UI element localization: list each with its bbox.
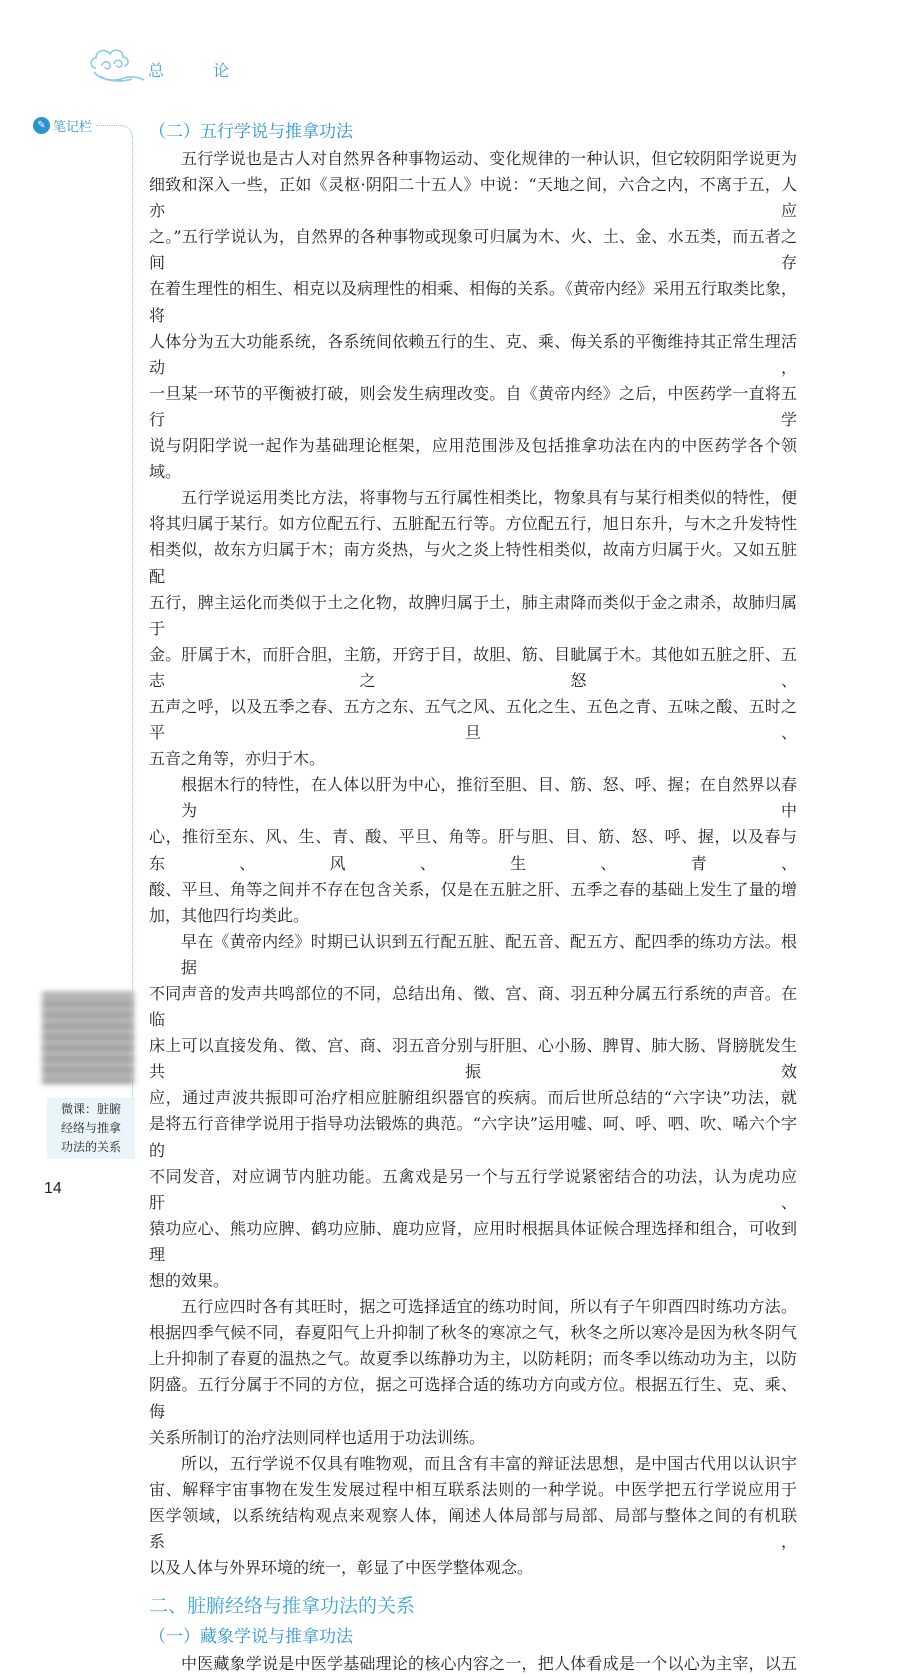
pencil-note-icon: ✎ <box>33 117 50 134</box>
text-line: 是将五行音律学说用于指导功法锻炼的典范。“六字诀”运用嘘、呵、呼、呬、吹、唏六个字的 <box>149 1114 797 1160</box>
text-line: 猿功应心、熊功应脾、鹤功应肺、鹿功应肾，应用时根据具体证候合理选择和组合，可收到理 <box>149 1218 797 1264</box>
text-line: 关系所制订的治疗法则同样也适用于功法训练。 <box>149 1427 486 1447</box>
text-line: 细致和深入一些，正如《灵枢·阴阳二十五人》中说：“天地之间，六合之内，不离于五，人亦应 <box>149 175 797 221</box>
qr-caption <box>47 1098 135 1159</box>
text-line: 宙、解释宇宙事物在发生发展过程中相互联系法则的一种学说。中医学把五行学说应用于 <box>149 1479 797 1499</box>
text-line: 在着生理性的相生、相克以及病理性的相乘、相侮的关系。《黄帝内经》采用五行取类比象，将 <box>149 279 798 325</box>
paragraph <box>149 485 797 772</box>
text-line: 一旦某一环节的平衡被打破，则会发生病理改变。自《黄帝内经》之后，中医药学一直将五行学 <box>149 383 797 429</box>
paragraph <box>149 1451 797 1581</box>
text-line: 不同发音，对应调节内脏功能。五禽戏是另一个与五行学说紧密结合的功法，认为虎功应肝、 <box>149 1166 797 1212</box>
text-line: 想的效果。 <box>149 1271 230 1291</box>
text-line: 上升抑制了春夏的温热之气。故夏季以练静功为主，以防耗阴；而冬季以练动功为主，以防 <box>149 1349 797 1369</box>
text-line: 早在《黄帝内经》时期已认识到五行配五脏、配五音、配五方、配四季的练功方法。根据 <box>181 931 797 977</box>
margin-divider-curve <box>112 125 133 138</box>
text-line: 加，其他四行均类此。 <box>149 905 310 925</box>
page-number: 14 <box>44 1180 62 1197</box>
text-line: 应，通过声波共振即可治疗相应脏腑组织器官的疾病。而后世所总结的“六字诀”功法，就 <box>149 1088 797 1108</box>
text-line: 五行，脾主运化而类似于土之化物，故脾归属于土，肺主肃降而类似于金之肃杀，故肺归属于 <box>149 592 797 638</box>
text-line: 之。”五行学说认为，自然界的各种事物或现象可归属为木、火、土、金、水五类，而五者之间存 <box>149 227 797 273</box>
paragraph <box>149 146 797 485</box>
text-line: 根据木行的特性，在人体以肝为中心，推衍至胆、目、筋、怒、呼、握；在自然界以春为中 <box>181 775 797 821</box>
page-header <box>88 42 288 92</box>
text-line: 阴盛。五行分属于不同的方位，据之可选择合适的练功方向或方位。根据五行生、克、乘、侮 <box>149 1375 797 1421</box>
text-line: 所以，五行学说不仅具有唯物观，而且含有丰富的辩证法思想，是中国古代用以认识宇 <box>181 1453 797 1473</box>
paragraph <box>149 1651 797 1677</box>
text-line: 以及人体与外界环境的统一，彰显了中医学整体观念。 <box>149 1558 534 1578</box>
qr-code[interactable] <box>42 992 134 1084</box>
paragraph <box>149 929 797 1294</box>
text-line: 五行学说运用类比方法，将事物与五行属性相类比，物象具有与某行相类似的特性，便 <box>181 488 797 508</box>
section-heading: 二、脏腑经络与推拿功法的关系 <box>149 1595 416 1618</box>
text-line: 金。肝属于木，而肝合胆，主筋，开窍于目，故胆、筋、目眦属于木。其他如五脏之肝、五志之怒、 <box>149 644 797 690</box>
notes-column-label <box>33 116 92 135</box>
text-line: 床上可以直接发角、徵、宫、商、羽五音分别与肝胆、心小肠、脾胃、肺大肠、肾膀胱发生共振效 <box>149 1036 797 1082</box>
notes-label: 笔记栏 <box>53 120 93 135</box>
chapter-title: 总 论 <box>148 61 252 80</box>
text-line: 中医藏象学说是中医学基础理论的核心内容之一，把人体看成是一个以心为主宰，以五 <box>181 1654 797 1674</box>
text-line: 心，推衍至东、风、生、青、酸、平旦、角等。肝与胆、目、筋、怒、呼、握，以及春与东、风、生、青、 <box>149 827 797 873</box>
auspicious-cloud-icon <box>88 42 148 88</box>
text-line: 五行应四时各有其旺时，据之可选择适宜的练功时间，所以有子午卯酉四时练功方法。 <box>181 1297 797 1317</box>
text-line: 相类似，故东方归属于木；南方炎热，与火之炎上特性相类似，故南方归属于火。又如五脏配 <box>149 540 797 586</box>
qr-caption-line: 功法的关系 <box>60 1140 121 1154</box>
qr-caption-line: 经络与推拿 <box>60 1121 121 1135</box>
text-line: 五声之呼，以及五季之春、五方之东、五气之风、五化之生、五色之青、五味之酸、五时之平旦、 <box>149 696 797 743</box>
text-line: 将其归属于某行。如方位配五行、五脏配五行等。方位配五行，旭日东升，与木之升发特性 <box>149 514 797 534</box>
margin-divider <box>96 125 112 126</box>
paragraph <box>149 1294 797 1451</box>
main-text <box>149 118 797 1677</box>
qr-caption-line: 微课：脏腑 <box>60 1102 121 1116</box>
text-line: 医学领域，以系统结构观点来观察人体，阐述人体局部与局部、局部与整体之间的有机联系， <box>149 1505 797 1551</box>
text-line: 酸、平旦、角等之间并不存在包含关系，仅是在五脏之肝、五季之春的基础上发生了量的增 <box>149 879 797 899</box>
paragraph <box>149 772 797 929</box>
text-line: 五行学说也是古人对自然界各种事物运动、变化规律的一种认识，但它较阴阳学说更为 <box>181 149 797 168</box>
subsection-heading: （一）藏象学说与推拿功法 <box>149 1627 353 1648</box>
text-line: 根据四季气候不同，春夏阳气上升抑制了秋冬的寒凉之气，秋冬之所以寒冷是因为秋冬阴气 <box>149 1323 797 1343</box>
subsection-heading: （二）五行学说与推拿功法 <box>149 122 353 142</box>
text-line: 五音之角等，亦归于木。 <box>149 749 326 769</box>
text-line: 不同声音的发声共鸣部位的不同，总结出角、徵、宫、商、羽五种分属五行系统的声音。在临 <box>149 984 797 1030</box>
text-line: 人体分为五大功能系统，各系统间依赖五行的生、克、乘、侮关系的平衡维持其正常生理活动， <box>149 331 797 377</box>
text-line: 说与阴阳学说一起作为基础理论框架，应用范围涉及包括推拿功法在内的中医药学各个领域。 <box>149 436 797 482</box>
